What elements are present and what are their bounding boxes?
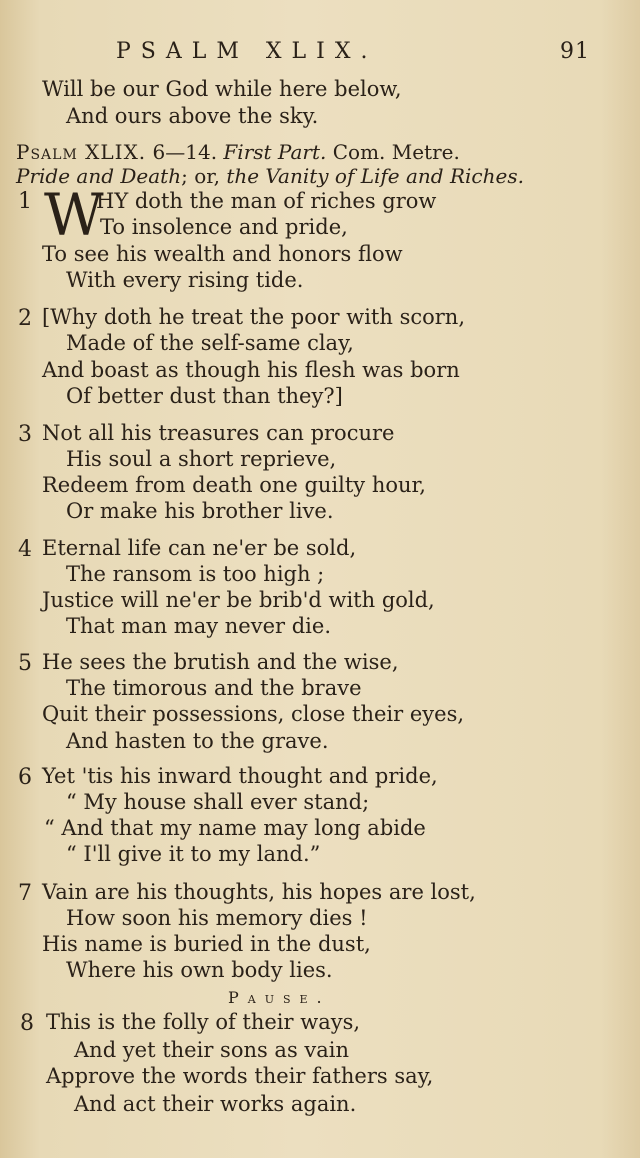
verse-line: Vain are his thoughts, his hopes are lost, bbox=[42, 880, 476, 904]
page-number: 91 bbox=[560, 39, 590, 64]
psalm-name: Psalm XLIX. bbox=[16, 140, 147, 164]
verse-line: That man may never die. bbox=[66, 614, 331, 638]
verse-line: [Why doth he treat the poor with scorn, bbox=[42, 305, 465, 329]
verse-line: How soon his memory dies ! bbox=[66, 906, 368, 930]
pause-label: Pause. bbox=[228, 988, 331, 1007]
verse-line: Yet 'tis his inward thought and pride, bbox=[42, 764, 438, 788]
verse-line: His name is buried in the dust, bbox=[42, 932, 371, 956]
psalm-part: First Part. bbox=[223, 140, 327, 164]
verse-line: Quit their possessions, close their eyes, bbox=[42, 702, 465, 726]
verse-line: Justice will ne'er be brib'd with gold, bbox=[42, 588, 435, 612]
verse-line: His soul a short reprieve, bbox=[66, 447, 337, 471]
verse-line: To see his wealth and honors flow bbox=[42, 242, 403, 266]
verse-line: And yet their sons as vain bbox=[74, 1038, 350, 1062]
stanza-number: 7 bbox=[18, 881, 32, 906]
verse-line: “ And that my name may long abide bbox=[44, 816, 426, 840]
verse-line: HY doth the man of riches grow bbox=[96, 189, 437, 213]
verse-line: The timorous and the brave bbox=[66, 676, 362, 700]
verse-line: And act their works again. bbox=[74, 1092, 357, 1116]
drop-cap: W bbox=[44, 181, 104, 249]
running-header: PSALM XLIX. bbox=[116, 39, 378, 64]
stanza-number: 3 bbox=[18, 422, 32, 447]
verse-line: Where his own body lies. bbox=[66, 958, 333, 982]
stanza-number: 8 bbox=[20, 1011, 34, 1036]
verse-line: He sees the brutish and the wise, bbox=[42, 650, 399, 674]
psalm-connector: ; or, bbox=[181, 164, 220, 188]
psalm-title-line-1 bbox=[16, 140, 460, 164]
verse-line: This is the folly of their ways, bbox=[46, 1010, 361, 1034]
verse-line: To insolence and pride, bbox=[100, 215, 348, 239]
verse-line: The ransom is too high ; bbox=[66, 562, 325, 586]
verse-line: “ My house shall ever stand; bbox=[66, 790, 370, 814]
verse-line: With every rising tide. bbox=[66, 268, 304, 292]
stanza-number: 1 bbox=[18, 189, 32, 214]
verse-line: And hasten to the grave. bbox=[66, 729, 329, 753]
verse-line: “ I'll give it to my land.” bbox=[66, 842, 321, 866]
verse-line: Or make his brother live. bbox=[66, 499, 334, 523]
stanza-number: 4 bbox=[18, 537, 32, 562]
psalm-subject-b: the Vanity of Life and Riches. bbox=[226, 164, 524, 188]
psalm-metre: Com. Metre. bbox=[332, 140, 460, 164]
stanza-number: 5 bbox=[18, 651, 32, 676]
stanza-number: 6 bbox=[18, 765, 32, 790]
prev-line-2: And ours above the sky. bbox=[66, 104, 319, 128]
stanza-number: 2 bbox=[18, 306, 32, 331]
verse-line: Made of the self-same clay, bbox=[66, 331, 354, 355]
verse-line: Of better dust than they?] bbox=[66, 384, 343, 408]
verse-line: And boast as though his flesh was born bbox=[42, 358, 460, 382]
verse-line: Approve the words their fathers say, bbox=[46, 1064, 434, 1088]
psalm-verses: 6—14. bbox=[152, 140, 218, 164]
verse-line: Redeem from death one guilty hour, bbox=[42, 473, 426, 497]
verse-line: Not all his treasures can procure bbox=[42, 421, 395, 445]
verse-line: Eternal life can ne'er be sold, bbox=[42, 536, 357, 560]
psalm-subject-a: Pride and Death bbox=[16, 164, 182, 188]
prev-line-1: Will be our God while here below, bbox=[42, 77, 402, 101]
